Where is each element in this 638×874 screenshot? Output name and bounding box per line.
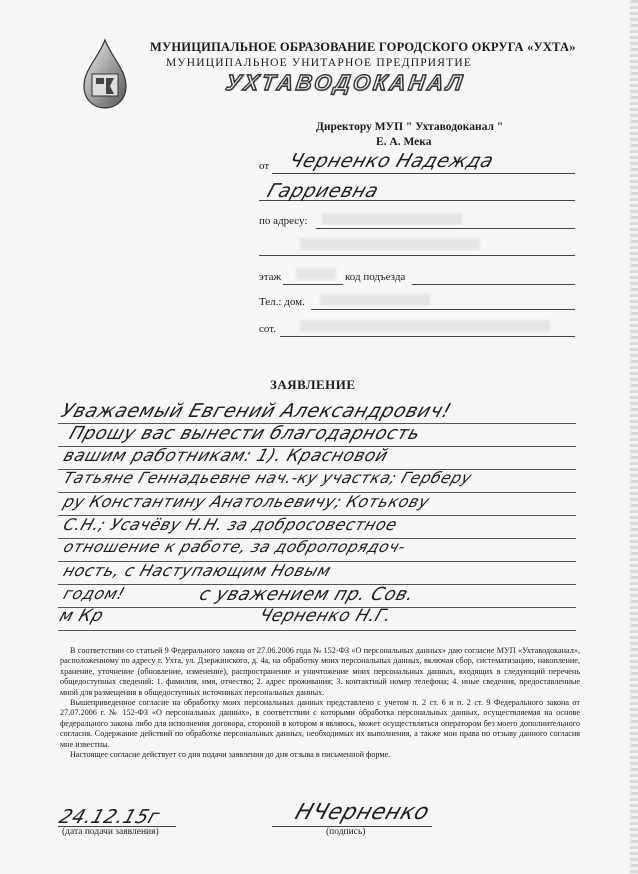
from-value-line2: Гарриевна (264, 180, 382, 202)
org-line-2: МУНИЦИПАЛЬНОЕ УНИТАРНОЕ ПРЕДПРИЯТИЕ (166, 57, 473, 69)
statement-line: Татьяне Геннадьевне нач.-ку участка; Герберу (61, 469, 475, 487)
redacted-phone (320, 294, 430, 306)
from-label: от (259, 160, 270, 172)
mobile-line (280, 336, 575, 337)
statement-line-extra: м Кр (56, 606, 107, 626)
addressee-line-1: Директору МУП " Ухтаводоканал " (316, 121, 504, 133)
statement-line: ность, с Наступающим Новым (60, 561, 334, 580)
statement-line: Прошу вас вынести благодарность (66, 423, 424, 444)
home-phone-label: Тел.: дом. (259, 296, 305, 308)
redacted-address (322, 213, 462, 225)
statement-line: Черненко Н.Г. (256, 606, 395, 626)
document-title: ЗАЯВЛЕНИЕ (270, 377, 356, 392)
consent-text (60, 646, 580, 760)
signature-value: НЧерненко (291, 800, 433, 825)
from-line (272, 173, 575, 174)
entrance-code-line (412, 284, 575, 285)
signature-caption: (подпись) (326, 827, 366, 837)
statement-line: ру Константину Анатольевичу; Котькову (60, 492, 433, 511)
statement-line: годом! (60, 584, 128, 603)
brand-name: УХТАВОДОКАНАЛ (224, 70, 467, 95)
mobile-label: сот. (259, 323, 276, 335)
rule-line (58, 630, 576, 631)
floor-label: этаж (259, 271, 282, 283)
redacted-floor (296, 268, 336, 280)
org-line-1: МУНИЦИПАЛЬНОЕ ОБРАЗОВАНИЕ ГОРОДСКОГО ОКРУГА «УХТА» (150, 40, 576, 54)
from-value-line1: Черненко Надежда (286, 150, 497, 172)
statement-line: С.Н.; Усачёву Н.Н. за добросовестное (60, 515, 401, 534)
consent-paragraph-1: В соответствии со статьей 9 Федерального закона от 27.06.2006 года № 152-ФЗ «О персональных данных» даю согласие МУП «Ухтаводоканал», расположенному по адресу г. Ухта, ул. Дзержинского, д. 4а, на обработку моих персональных данных, включая сбор, систематизацию, накопление, хранение, уточнение (обновление, изменение), распространение и уничтожение моих персональных данных, входящих в следующий перечень общедоступных сведений: 1. фамилия, имя, отчество; 2. адрес проживания; 3. контактный номер телефона; 4. иные сведения, предоставленные мной для размещения в общедоступных источниках персональных данных. (60, 646, 580, 697)
statement-line: с уважением пр. Сов. (196, 584, 418, 605)
address-label: по адресу: (259, 215, 308, 227)
redacted-address-2 (300, 238, 480, 250)
entrance-code-label: код подъезда (345, 271, 406, 283)
consent-paragraph-3: Настоящее согласие действует со дня подачи заявления до дня отзыва в письменной форме. (70, 750, 391, 760)
consent-paragraph-2: Вышеприведенное согласие на обработку моих персональных данных представлено с учетом п. 2 ст. 6 и п. 2 ст. 9 Федерального закона от 27.07.2006 г. № 152-ФЗ «О персональных данных», в соответствии с которыми обработка персональных данных, осуществляемая на основе федерального закона либо для исполнения договора, стороной в котором я являюсь, может осуществляться оператором без моего дополнительного согласия. Содержание действий по обработке персональных данных, необходимых их выполнения, а также мои права по отзыву данного согласия мне известны. (60, 698, 580, 749)
statement-line: Уважаемый Евгений Александрович! (58, 400, 455, 422)
home-phone-line (311, 309, 575, 310)
floor-line (283, 284, 343, 285)
statement-line: вашим работникам: 1). Красновой (60, 446, 391, 466)
addressee-line-2: Е. А. Мека (376, 136, 432, 148)
date-caption: (дата подачи заявления) (62, 827, 159, 837)
water-drop-logo-icon (78, 38, 132, 110)
scan-edge (630, 0, 638, 874)
redacted-mobile (300, 320, 550, 332)
date-value: 24.12.15г (56, 806, 163, 828)
statement-line: отношение к работе, за добропорядоч- (61, 538, 409, 556)
address-line-2 (259, 255, 575, 256)
address-line-1 (316, 228, 575, 229)
